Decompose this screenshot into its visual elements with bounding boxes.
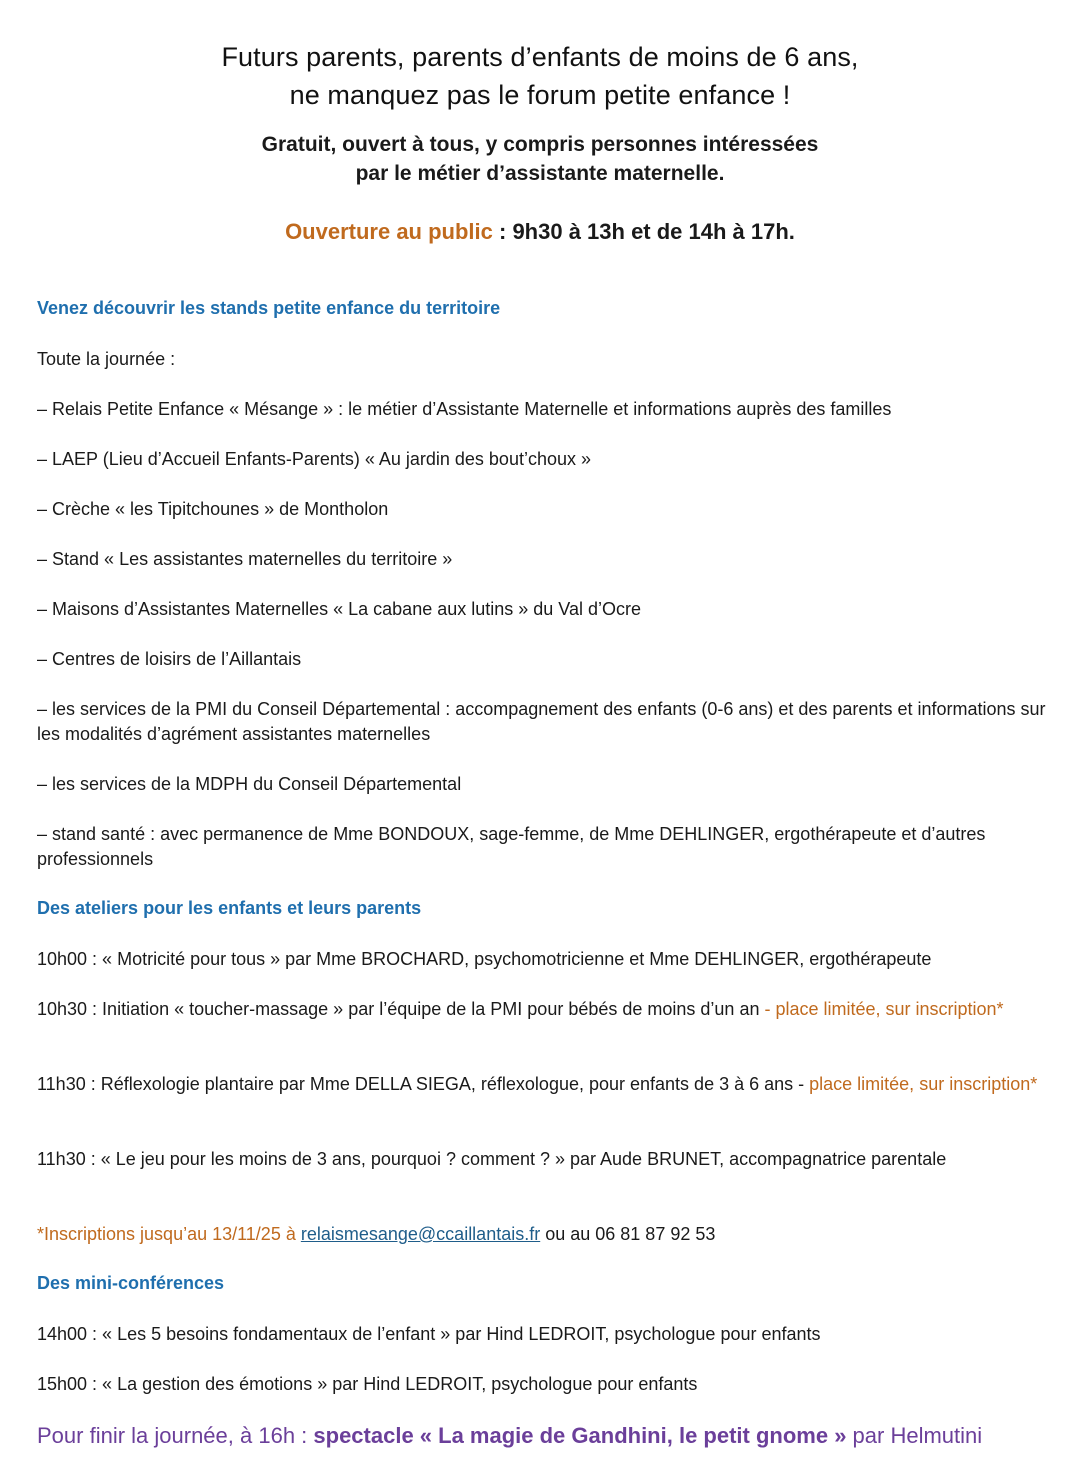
opening-hours [0, 219, 1080, 245]
subtitle-line2: par le métier d’assistante maternelle. [355, 162, 725, 185]
atelier-item [37, 997, 1052, 1022]
atelier-item [37, 1072, 1052, 1097]
atelier-item-text: 10h30 : Initiation « toucher-massage » par l’équipe de la PMI pour bébés de moins d’un an [37, 999, 760, 1019]
atelier-item: 10h00 : « Motricité pour tous » par Mme BROCHARD, psychomotricienne et Mme DEHLINGER, ergothérapeute [37, 949, 932, 969]
stand-item: – Relais Petite Enfance « Mésange » : le métier d’Assistante Maternelle et informations auprès des familles [37, 399, 892, 419]
subtitle-line1: Gratuit, ouvert à tous, y compris personnes intéressées [261, 133, 819, 156]
page-title-line2: ne manquez pas le forum petite enfance ! [289, 80, 791, 110]
conference-item: 14h00 : « Les 5 besoins fondamentaux de l’enfant » par Hind LEDROIT, psychologue pour enfants [37, 1324, 821, 1344]
opening-hours-value: : 9h30 à 13h et de 14h à 17h. [492, 219, 795, 244]
section-heading-conferences: Des mini-conférences [37, 1273, 225, 1293]
section-heading-stands: Venez découvrir les stands petite enfance du territoire [37, 298, 501, 318]
stand-item: – les services de la MDPH du Conseil Départemental [37, 774, 462, 794]
atelier-item: 11h30 : « Le jeu pour les moins de 3 ans, pourquoi ? comment ? » par Aude BRUNET, accompagnatrice parentale [37, 1149, 947, 1169]
atelier-item-note: place limitée, sur inscription* [809, 1074, 1038, 1094]
stand-item: – Crèche « les Tipitchounes » de Montholon [37, 499, 389, 519]
stand-item: – stand santé : avec permanence de Mme BONDOUX, sage-femme, de Mme DEHLINGER, ergothérapeute et d’autres professionnels [37, 824, 986, 869]
inscription-phone: ou au 06 81 87 92 53 [540, 1224, 716, 1244]
atelier-item-text: 11h30 : Réflexologie plantaire par Mme DELLA SIEGA, réflexologue, pour enfants de 3 à 6 ans - [37, 1074, 810, 1094]
inscription-email-link[interactable]: relaismesange@ccaillantais.fr [300, 1224, 541, 1244]
atelier-item-note: - place limitée, sur inscription* [759, 999, 1004, 1019]
section-heading-ateliers: Des ateliers pour les enfants et leurs parents [37, 898, 422, 918]
stands-intro: Toute la journée : [37, 349, 176, 369]
stand-item: – LAEP (Lieu d’Accueil Enfants-Parents) « Au jardin des bout’choux » [37, 449, 592, 469]
stand-item: – Centres de loisirs de l’Aillantais [37, 649, 302, 669]
opening-hours-label: Ouverture au public [285, 219, 493, 244]
stand-item: – Stand « Les assistantes maternelles du territoire » [37, 549, 453, 569]
stand-item: – Maisons d’Assistantes Maternelles « La cabane aux lutins » du Val d’Ocre [37, 599, 641, 619]
conference-item: 15h00 : « La gestion des émotions » par Hind LEDROIT, psychologue pour enfants [37, 1374, 698, 1394]
closing-show-title: spectacle « La magie de Gandhini, le petit gnome » [313, 1423, 847, 1448]
closing-show-prefix: Pour finir la journée, à 16h : [37, 1423, 314, 1448]
closing-show [37, 1422, 1067, 1450]
closing-show-suffix: par Helmutini [846, 1423, 983, 1448]
page-title-line1: Futurs parents, parents d’enfants de moins de 6 ans, [221, 42, 859, 72]
stand-item: – les services de la PMI du Conseil Départemental : accompagnement des enfants (0-6 ans) et des parents et informations sur les modalités d’agrément assistantes maternelles [37, 699, 1046, 744]
inscription-prefix: *Inscriptions jusqu’au 13/11/25 à [37, 1224, 301, 1244]
inscription-info [37, 1222, 1052, 1247]
